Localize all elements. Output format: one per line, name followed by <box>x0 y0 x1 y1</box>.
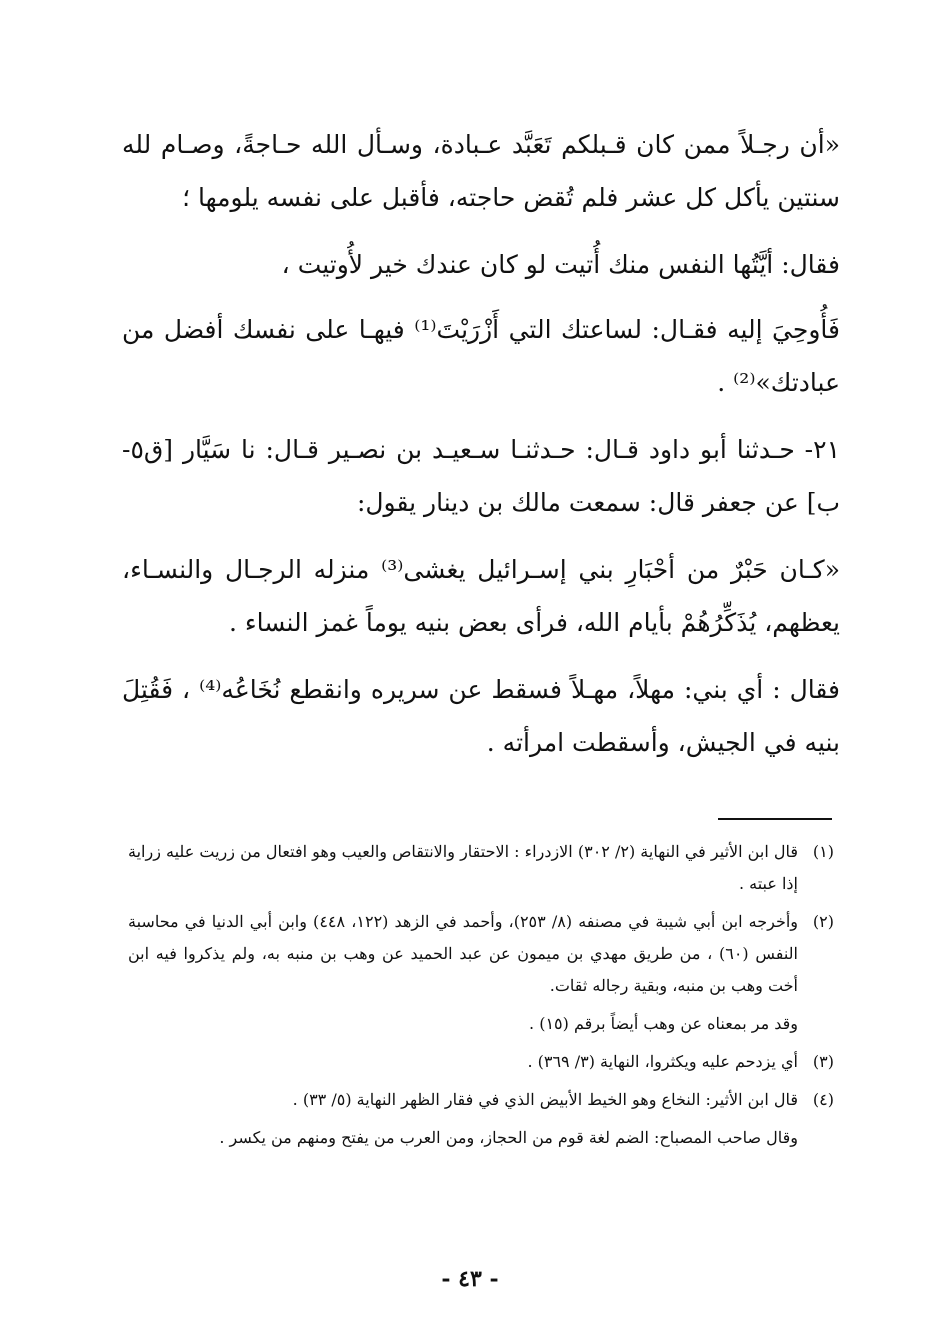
paragraph: «كـان حَبْرٌ من أحْبَارِ بني إسـرائيل يغشى⁽³⁾ منزله الرجـال والنسـاء، يعظهم، يُذَكِّرُهُمْ بأيام الله، فرأى بعض بنيه يوماً غمز النساء . <box>122 555 840 637</box>
paragraph: فَأُوحِيَ إليه فقـال: لساعتك التي أَزْرَيْتَ⁽¹⁾ فيهـا على نفسك أفضل من عبادتك»⁽²⁾ . <box>122 315 840 397</box>
paragraph: فقال: أيَّتُها النفس منك أُتيت لو كان عندك خير لأُوتيت ، <box>281 250 840 279</box>
paragraph: فقال : أي بني: مهلاً، مهـلاً فسقط عن سريره وانقطع نُخَاعُه⁽⁴⁾ ، فَقُتِلَ بنيه في الجيش، وأسقطت امرأته . <box>122 675 840 757</box>
footnote-number: (٤) <box>812 1090 834 1109</box>
footnote <box>128 1046 834 1078</box>
footnote <box>128 906 834 1002</box>
footnote-number: (١) <box>812 842 834 861</box>
paragraph: ٢١- حـدثنا أبو داود قـال: حـدثنـا سـعيـد بن نصـير قـال: نا سَيَّار [ق٥-ب] عن جعفر قال: سمعت مالك بن دينار يقول: <box>122 435 840 517</box>
footnote <box>128 1084 834 1116</box>
footnote-divider <box>718 818 832 820</box>
paragraph: «أن رجـلاً ممن كان قـبلكم تَعَبَّد عـبادة، وسـأل الله حـاجةً، وصـام لله سنتين يأكل كل عشر فلم تُقض حاجته، فأقبل على نفسه يلومها ؛ <box>122 130 840 212</box>
footnote-text: قال ابن الأثير: النخاع وهو الخيط الأبيض الذي في فقار الظهر النهاية (٥/ ٣٣) . <box>292 1090 798 1109</box>
footnote-text: وأخرجه ابن أبي شيبة في مصنفه (٨/ ٢٥٣)، وأحمد في الزهد (١٢٢، ٤٤٨) وابن أبي الدنيا في محاسبة النفس (٦٠) ، من طريق مهدي بن ميمون عن عبد الحميد عن وهب بن منبه به، ولم يذكروا فيه ابن أخت وهب بن منبه، وبقية رجاله ثقات. <box>128 912 799 995</box>
footnote-continuation: وقد مر بمعناه عن وهب أيضاً برقم (١٥) . <box>529 1014 798 1033</box>
footnote-continuation: وقال صاحب المصباح: الضم لغة قوم من الحجاز، ومن العرب من يفتح ومنهم من يكسر . <box>219 1128 798 1147</box>
footnotes <box>128 836 834 1160</box>
footnote-number: (٢) <box>812 912 834 931</box>
page-number: - ٤٣ - <box>441 1266 499 1292</box>
footnote-number: (٣) <box>812 1052 834 1071</box>
main-text <box>122 118 840 783</box>
footnote-text: قال ابن الأثير في النهاية (٢/ ٣٠٢) الازدراء : الاحتقار والانتقاص والعيب وهو افتعال من زريت عليه زراية إذا عبته . <box>128 842 799 893</box>
footnote <box>128 836 834 900</box>
footnote-text: أي يزدحم عليه ويكثروا، النهاية (٣/ ٣٦٩) . <box>527 1052 798 1071</box>
